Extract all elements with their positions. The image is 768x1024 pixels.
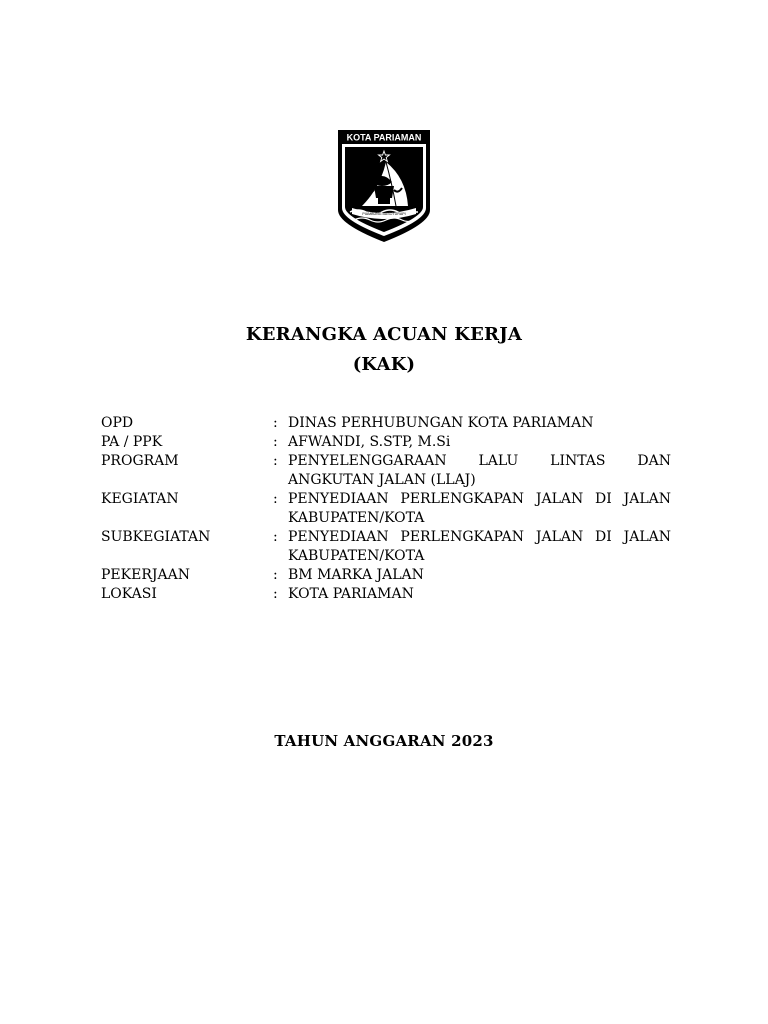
logo-motto-text: PIAMBUNG BASOTURAPI [362, 212, 406, 216]
detail-label: OPD [101, 415, 134, 431]
detail-colon: : [273, 434, 278, 450]
detail-row-subkegiatan [101, 528, 671, 566]
detail-label: PROGRAM [101, 453, 179, 469]
kota-pariaman-emblem-icon [336, 128, 432, 244]
detail-value: PENYEDIAAN PERLENGKAPAN JALAN DI JALAN KABUPATEN/KOTA [288, 491, 671, 526]
detail-label: KEGIATAN [101, 491, 179, 507]
detail-colon: : [273, 529, 278, 545]
logo-top-text: KOTA PARIAMAN [346, 132, 422, 143]
document-title: KERANGKA ACUAN KERJA [245, 324, 523, 345]
detail-label: LOKASI [101, 586, 157, 602]
detail-label: SUBKEGIATAN [101, 529, 211, 545]
detail-colon: : [273, 567, 278, 583]
detail-row-pa-ppk [101, 433, 671, 452]
detail-label: PA / PPK [101, 434, 163, 450]
detail-value: BM MARKA JALAN [288, 567, 424, 583]
detail-colon: : [273, 415, 278, 431]
detail-label: PEKERJAAN [101, 567, 190, 583]
detail-row-program [101, 452, 671, 490]
detail-row-pekerjaan [101, 566, 671, 585]
detail-colon: : [273, 491, 278, 507]
detail-value: DINAS PERHUBUNGAN KOTA PARIAMAN [288, 415, 594, 431]
detail-row-kegiatan [101, 490, 671, 528]
detail-value: PENYEDIAAN PERLENGKAPAN JALAN DI JALAN KABUPATEN/KOTA [288, 529, 671, 564]
detail-row-opd [101, 414, 671, 433]
detail-row-lokasi [101, 585, 671, 604]
budget-year-label: TAHUN ANGGARAN 2023 [274, 732, 494, 750]
document-subtitle: (KAK) [352, 354, 416, 375]
details-list [101, 414, 671, 604]
detail-value: AFWANDI, S.STP, M.Si [288, 434, 451, 450]
detail-value: KOTA PARIAMAN [288, 586, 414, 602]
detail-colon: : [273, 586, 278, 602]
detail-colon: : [273, 453, 278, 469]
detail-value: PENYELENGGARAAN LALU LINTAS DAN ANGKUTAN JALAN (LLAJ) [288, 453, 671, 488]
